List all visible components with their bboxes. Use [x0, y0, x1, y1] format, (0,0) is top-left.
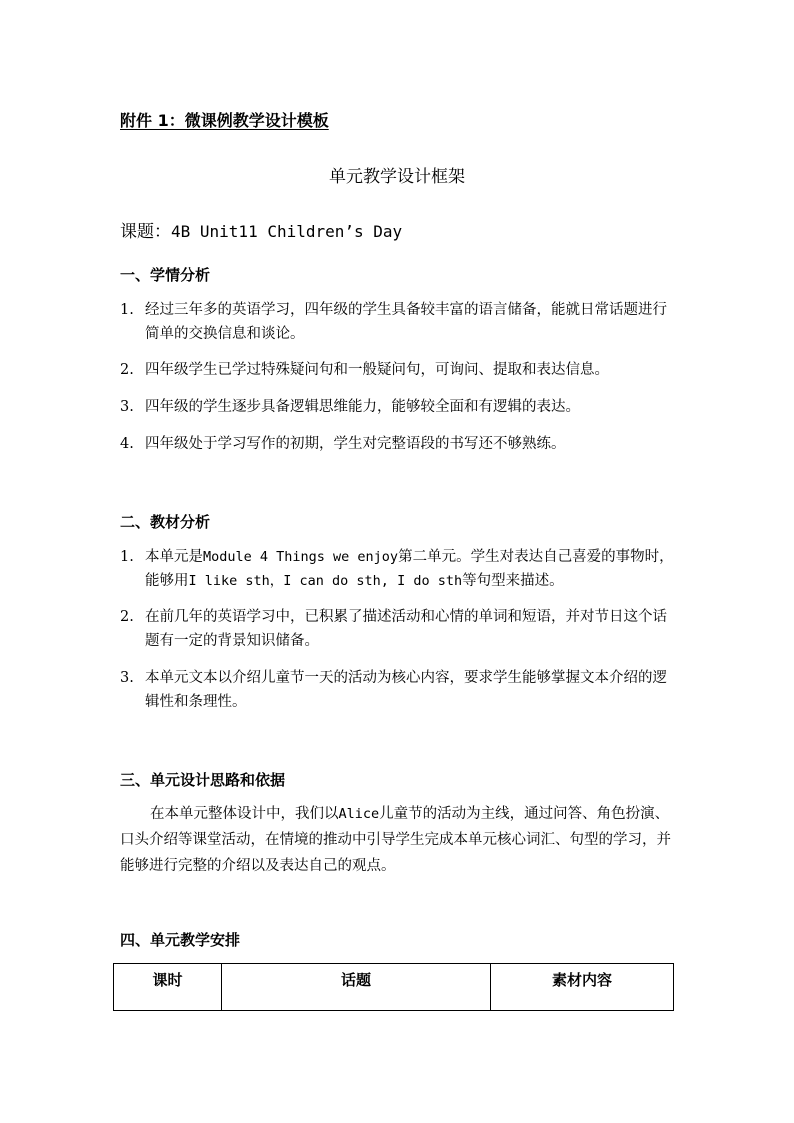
item-text: 第二单元。学生对表达自己喜爱的事物时，能够用	[145, 549, 674, 589]
item-number: 1.	[120, 302, 134, 318]
design-rationale-paragraph	[120, 801, 680, 879]
column-header-material: 素材内容	[491, 964, 674, 1011]
list-item	[120, 432, 680, 456]
page-title: 单元教学设计框架	[329, 167, 465, 187]
item-text: 四年级的学生逐步具备逻辑思维能力，能够较全面和有逻辑的表达。	[145, 399, 580, 415]
section-heading-teaching-schedule: 四、单元教学安排	[120, 931, 241, 949]
list-item	[120, 666, 680, 714]
item-text: 本单元文本以介绍儿童节一天的活动为核心内容，要求学生能够掌握文本介绍的逻辑性和条理性。	[145, 670, 667, 710]
item-number: 2.	[120, 362, 134, 378]
material-analysis-list	[120, 545, 680, 714]
item-text: 等句型来描述。	[462, 573, 564, 589]
lesson-title	[120, 217, 402, 242]
list-item	[120, 358, 680, 382]
list-item	[120, 395, 680, 419]
teaching-schedule-table	[113, 963, 674, 1011]
item-text: 本单元是	[145, 549, 203, 565]
list-item	[120, 298, 680, 346]
list-item	[120, 605, 680, 653]
item-number: 3.	[120, 670, 134, 686]
item-text-en: Module 4 Things we enjoy	[203, 549, 399, 565]
attachment-title: 附件 1：微课例教学设计模板	[120, 111, 329, 130]
item-text: 四年级学生已学过特殊疑问句和一般疑问句，可询问、提取和表达信息。	[145, 362, 609, 378]
table-header-row	[114, 964, 674, 1011]
item-number: 3.	[120, 399, 134, 415]
section-heading-design-rationale: 三、单元设计思路和依据	[120, 771, 286, 789]
item-text: 四年级处于学习写作的初期，学生对完整语段的书写还不够熟练。	[145, 436, 566, 452]
item-text-en: I like sth，I can do sth, I do sth	[188, 573, 463, 589]
column-header-period: 课时	[114, 964, 222, 1011]
section-heading-student-analysis: 一、学情分析	[120, 266, 211, 284]
student-analysis-list	[120, 298, 680, 456]
item-number: 4.	[120, 436, 134, 452]
column-header-topic: 话题	[222, 964, 491, 1011]
section-heading-material-analysis: 二、教材分析	[120, 513, 211, 531]
item-number: 2.	[120, 609, 134, 625]
paragraph-text: 儿童节的活动为主线，通过问答、角色扮演、口头介绍等课堂活动，在情境的推动中引导学生完成本单元核心词汇、句型的学习，并能够进行完整的介绍以及表达自己的观点。	[120, 806, 671, 874]
lesson-value: 4B Unit11 Children’s Day	[171, 222, 403, 241]
lesson-label: 课题：	[120, 222, 171, 242]
list-item	[120, 545, 680, 593]
item-number: 1.	[120, 549, 134, 565]
paragraph-text: 在本单元整体设计中，我们以	[150, 806, 339, 822]
item-text: 在前几年的英语学习中，已积累了描述活动和心情的单词和短语，并对节日这个话题有一定的背景知识储备。	[145, 609, 667, 649]
paragraph-text-en: Alice	[338, 806, 380, 822]
item-text: 经过三年多的英语学习，四年级的学生具备较丰富的语言储备，能就日常话题进行简单的交换信息和谈论。	[145, 302, 667, 342]
